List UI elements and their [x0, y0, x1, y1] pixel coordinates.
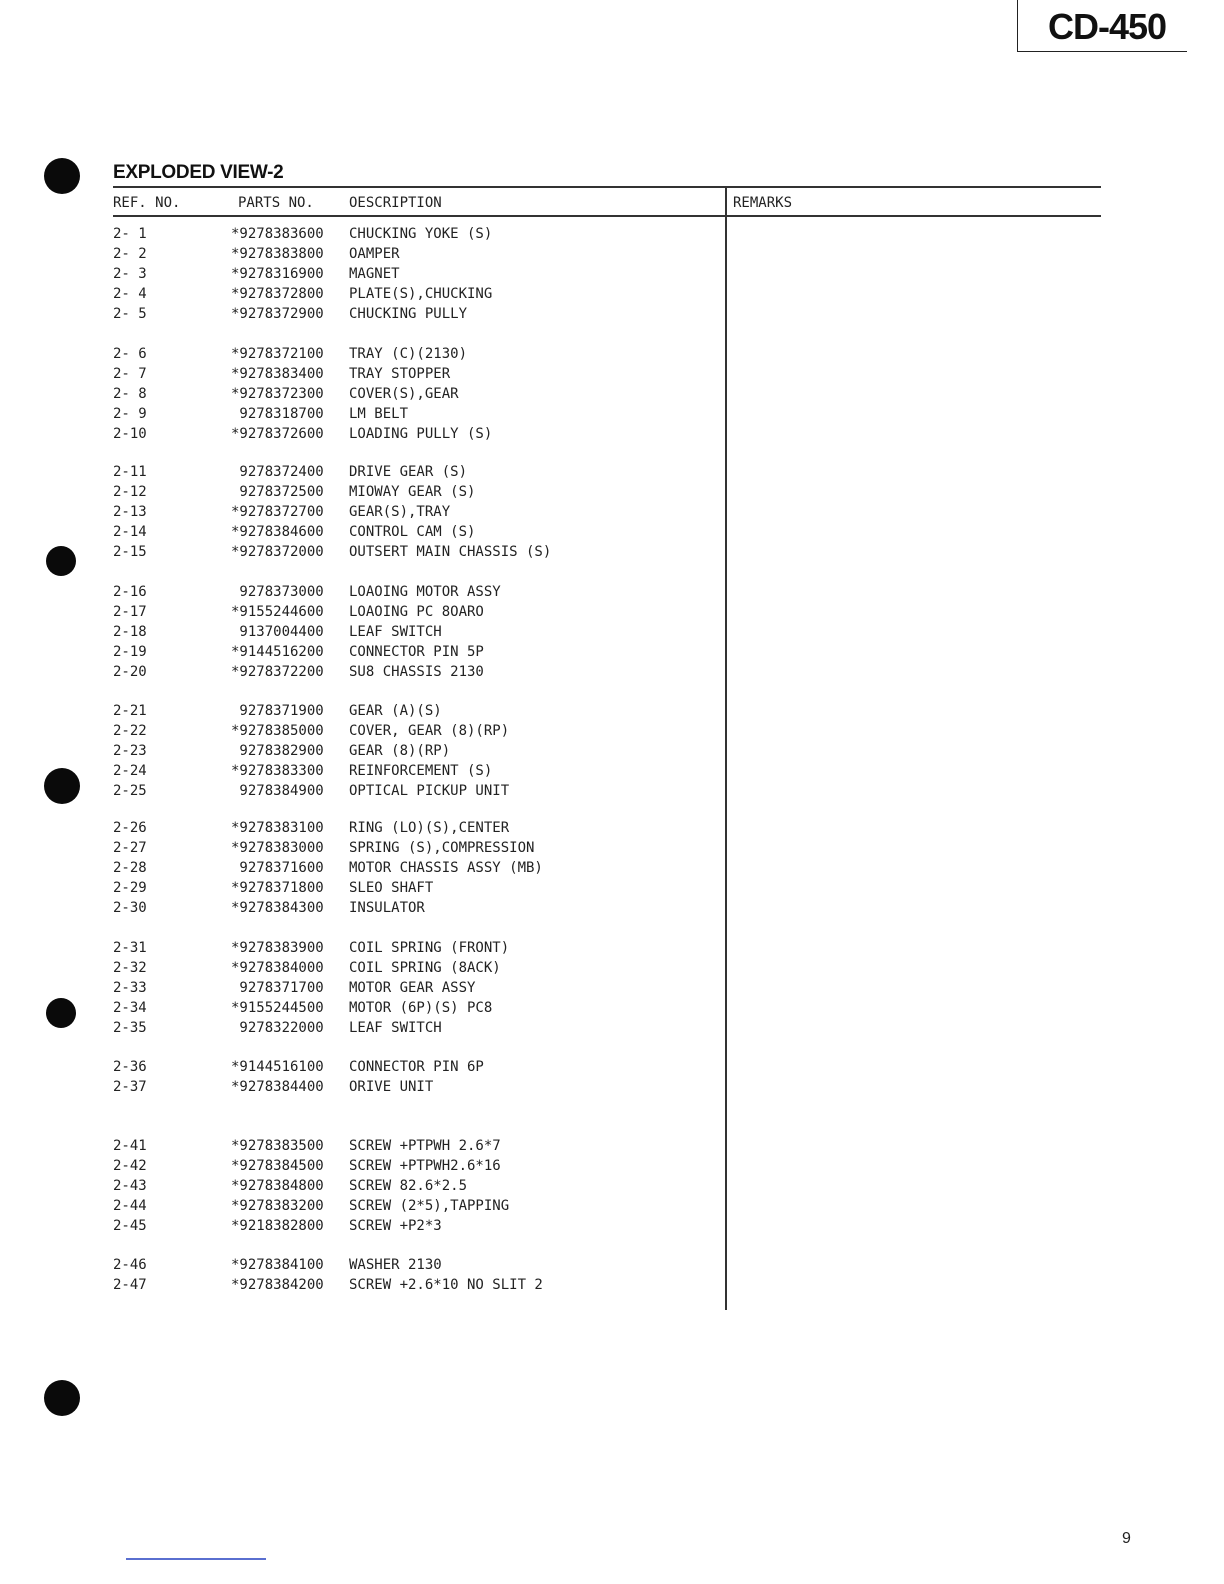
ref-no-cell: 2-23: [113, 742, 147, 759]
description-cell: ORIVE UNIT: [349, 1078, 434, 1095]
parts-no-cell: *9278372600: [231, 425, 324, 442]
table-row: [0, 584, 720, 604]
table-row: [0, 1020, 720, 1040]
description-cell: MOTOR (6P)(S) PC8: [349, 999, 493, 1016]
ref-no-cell: 2-45: [113, 1217, 147, 1234]
ref-no-cell: 2-15: [113, 543, 147, 560]
parts-no-cell: 9278371700: [231, 979, 324, 996]
description-cell: LEAF SWITCH: [349, 1019, 442, 1036]
description-cell: MIOWAY GEAR (S): [349, 483, 476, 500]
parts-no-cell: *9278384000: [231, 959, 324, 976]
parts-no-cell: 9137004400: [231, 623, 324, 640]
ref-no-cell: 2-24: [113, 762, 147, 779]
description-cell: LM BELT: [349, 405, 409, 422]
description-cell: SLEO SHAFT: [349, 879, 434, 896]
description-cell: INSULATOR: [349, 899, 425, 916]
ref-no-cell: 2-28: [113, 859, 147, 876]
table-row: [0, 1218, 720, 1238]
table-row: [0, 900, 720, 920]
parts-no-cell: *9278384600: [231, 523, 324, 540]
column-header-parts-no: PARTS NO.: [238, 195, 314, 211]
table-row: [0, 386, 720, 406]
parts-no-cell: *9278384200: [231, 1276, 324, 1293]
table-row: [0, 1198, 720, 1218]
parts-no-cell: *9278372800: [231, 285, 324, 302]
column-header-ref-no: REF. NO.: [113, 195, 181, 211]
section-title: EXPLODED VIEW-2: [113, 162, 284, 183]
ref-no-cell: 2-31: [113, 940, 147, 956]
ref-no-cell: 2-20: [113, 663, 147, 680]
parts-no-cell: 9278318700: [231, 405, 324, 422]
description-cell: CHUCKING PULLY: [349, 305, 468, 322]
table-row: [0, 306, 720, 326]
parts-no-cell: *9278383500: [231, 1138, 324, 1154]
description-cell: TRAY (C)(2130): [349, 346, 468, 362]
table-row: [0, 366, 720, 386]
parts-no-cell: *9155244500: [231, 999, 324, 1016]
parts-no-cell: 9278372500: [231, 483, 324, 500]
parts-no-cell: *9278384800: [231, 1177, 324, 1194]
ref-no-cell: 2- 3: [113, 265, 147, 282]
description-cell: SCREW +PTPWH 2.6*7: [349, 1138, 501, 1154]
table-row: [0, 226, 720, 246]
model-box: [1017, 0, 1187, 52]
table-row: [0, 703, 720, 723]
table-row: [0, 524, 720, 544]
ref-no-cell: 2-44: [113, 1197, 147, 1214]
description-cell: CONNECTOR PIN 6P: [349, 1059, 484, 1075]
table-row: [0, 980, 720, 1000]
description-cell: GEAR (8)(RP): [349, 742, 451, 759]
table-row: [0, 820, 720, 840]
description-cell: COVER(S),GEAR: [349, 385, 459, 402]
description-cell: LOAOING PC 8OARO: [349, 603, 484, 620]
ref-no-cell: 2-36: [113, 1059, 147, 1075]
parts-no-cell: *9278384400: [231, 1078, 324, 1095]
description-cell: REINFORCEMENT (S): [349, 762, 493, 779]
description-cell: COIL SPRING (FRONT): [349, 940, 510, 956]
table-row: [0, 860, 720, 880]
description-cell: SCREW +PTPWH2.6*16: [349, 1157, 501, 1174]
parts-no-cell: 9278382900: [231, 742, 324, 759]
parts-no-cell: *9278372000: [231, 543, 324, 560]
parts-no-cell: *9278383800: [231, 245, 324, 262]
model-label: CD-450: [1048, 6, 1167, 47]
parts-no-cell: *9278372700: [231, 503, 324, 520]
table-row: [0, 1079, 720, 1099]
parts-no-cell: *9278383600: [231, 226, 324, 242]
ref-no-cell: 2-12: [113, 483, 147, 500]
binder-hole: [44, 1380, 80, 1416]
description-cell: TRAY STOPPER: [349, 365, 451, 382]
ref-no-cell: 2-33: [113, 979, 147, 996]
ref-no-cell: 2-32: [113, 959, 147, 976]
table-row: [0, 880, 720, 900]
parts-no-cell: *9278383000: [231, 839, 324, 856]
ref-no-cell: 2-41: [113, 1138, 147, 1154]
description-cell: OUTSERT MAIN CHASSIS (S): [349, 543, 552, 560]
table-row: [0, 604, 720, 624]
table-row: [0, 1138, 720, 1158]
table-row: [0, 504, 720, 524]
parts-no-cell: *9144516100: [231, 1059, 324, 1075]
description-cell: PLATE(S),CHUCKING: [349, 285, 493, 302]
table-row: [0, 426, 720, 446]
table-row: [0, 1257, 720, 1277]
ref-no-cell: 2- 4: [113, 285, 147, 302]
description-cell: CHUCKING YOKE (S): [349, 226, 493, 242]
parts-no-cell: *9278316900: [231, 265, 324, 282]
table-header-rule: [113, 215, 1101, 217]
ref-no-cell: 2-47: [113, 1276, 147, 1293]
parts-no-cell: *9278384500: [231, 1157, 324, 1174]
ref-no-cell: 2- 5: [113, 305, 147, 322]
description-cell: COVER, GEAR (8)(RP): [349, 722, 510, 739]
table-row: [0, 346, 720, 366]
parts-no-cell: 9278371600: [231, 859, 324, 876]
footer-rule: [126, 1558, 266, 1560]
ref-no-cell: 2-27: [113, 839, 147, 856]
ref-no-cell: 2-21: [113, 703, 147, 719]
parts-no-cell: *9278383300: [231, 762, 324, 779]
description-cell: WASHER 2130: [349, 1257, 442, 1273]
column-header-description: OESCRIPTION: [349, 195, 442, 211]
ref-no-cell: 2-19: [113, 643, 147, 660]
description-cell: OPTICAL PICKUP UNIT: [349, 782, 510, 799]
description-cell: DRIVE GEAR (S): [349, 464, 468, 480]
table-row: [0, 763, 720, 783]
description-cell: RING (LO)(S),CENTER: [349, 820, 510, 836]
description-cell: SU8 CHASSIS 2130: [349, 663, 484, 680]
description-cell: COIL SPRING (8ACK): [349, 959, 501, 976]
ref-no-cell: 2-10: [113, 425, 147, 442]
ref-no-cell: 2-35: [113, 1019, 147, 1036]
table-row: [0, 783, 720, 803]
parts-no-cell: *9278383100: [231, 820, 324, 836]
parts-no-cell: *9278384100: [231, 1257, 324, 1273]
ref-no-cell: 2-42: [113, 1157, 147, 1174]
parts-no-cell: *9278372300: [231, 385, 324, 402]
description-cell: MOTOR CHASSIS ASSY (MB): [349, 859, 543, 876]
ref-no-cell: 2-11: [113, 464, 147, 480]
table-row: [0, 940, 720, 960]
table-row: [0, 464, 720, 484]
table-row: [0, 266, 720, 286]
description-cell: CONTROL CAM (S): [349, 523, 476, 540]
ref-no-cell: 2- 8: [113, 385, 147, 402]
ref-no-cell: 2- 9: [113, 405, 147, 422]
description-cell: SPRING (S),COMPRESSION: [349, 839, 535, 856]
ref-no-cell: 2-17: [113, 603, 147, 620]
table-row: [0, 664, 720, 684]
description-cell: LOADING PULLY (S): [349, 425, 493, 442]
ref-no-cell: 2-14: [113, 523, 147, 540]
parts-no-cell: *9278372200: [231, 663, 324, 680]
binder-hole: [44, 158, 80, 194]
description-cell: LEAF SWITCH: [349, 623, 442, 640]
parts-no-cell: *9278371800: [231, 879, 324, 896]
description-cell: CONNECTOR PIN 5P: [349, 643, 484, 660]
ref-no-cell: 2- 7: [113, 365, 147, 382]
parts-no-cell: 9278322000: [231, 1019, 324, 1036]
ref-no-cell: 2- 6: [113, 346, 147, 362]
table-row: [0, 723, 720, 743]
table-row: [0, 406, 720, 426]
parts-no-cell: *9278383200: [231, 1197, 324, 1214]
table-row: [0, 624, 720, 644]
parts-no-cell: 9278384900: [231, 782, 324, 799]
table-row: [0, 1277, 720, 1297]
ref-no-cell: 2-16: [113, 584, 147, 600]
remarks-divider: [725, 186, 727, 1310]
ref-no-cell: 2-18: [113, 623, 147, 640]
description-cell: LOAOING MOTOR ASSY: [349, 584, 501, 600]
table-row: [0, 484, 720, 504]
table-row: [0, 1158, 720, 1178]
parts-no-cell: 9278371900: [231, 703, 324, 719]
column-header-remarks: REMARKS: [733, 195, 793, 211]
ref-no-cell: 2-30: [113, 899, 147, 916]
table-row: [0, 840, 720, 860]
ref-no-cell: 2-25: [113, 782, 147, 799]
description-cell: SCREW 82.6*2.5: [349, 1177, 468, 1194]
table-row: [0, 1178, 720, 1198]
parts-no-cell: *9278385000: [231, 722, 324, 739]
ref-no-cell: 2-22: [113, 722, 147, 739]
table-row: [0, 246, 720, 266]
parts-no-cell: *9278383400: [231, 365, 324, 382]
ref-no-cell: 2-37: [113, 1078, 147, 1095]
ref-no-cell: 2-13: [113, 503, 147, 520]
parts-no-cell: *9278384300: [231, 899, 324, 916]
description-cell: OAMPER: [349, 245, 400, 262]
description-cell: GEAR (A)(S): [349, 703, 442, 719]
parts-no-cell: *9278372900: [231, 305, 324, 322]
table-row: [0, 960, 720, 980]
table-top-rule: [113, 186, 1101, 188]
description-cell: SCREW +2.6*10 NO SLIT 2: [349, 1276, 543, 1293]
parts-no-cell: *9278383900: [231, 940, 324, 956]
table-row: [0, 286, 720, 306]
parts-no-cell: *9218382800: [231, 1217, 324, 1234]
parts-no-cell: *9144516200: [231, 643, 324, 660]
page-number: 9: [1122, 1530, 1131, 1547]
description-cell: SCREW +P2*3: [349, 1217, 442, 1234]
parts-no-cell: 9278372400: [231, 464, 324, 480]
table-row: [0, 1000, 720, 1020]
ref-no-cell: 2-34: [113, 999, 147, 1016]
table-row: [0, 743, 720, 763]
parts-no-cell: 9278373000: [231, 584, 324, 600]
description-cell: MOTOR GEAR ASSY: [349, 979, 476, 996]
ref-no-cell: 2-46: [113, 1257, 147, 1273]
table-row: [0, 644, 720, 664]
parts-no-cell: *9155244600: [231, 603, 324, 620]
table-row: [0, 544, 720, 564]
description-cell: GEAR(S),TRAY: [349, 503, 451, 520]
ref-no-cell: 2-29: [113, 879, 147, 896]
description-cell: SCREW (2*5),TAPPING: [349, 1197, 510, 1214]
ref-no-cell: 2- 1: [113, 226, 147, 242]
description-cell: MAGNET: [349, 265, 400, 282]
parts-no-cell: *9278372100: [231, 346, 324, 362]
table-row: [0, 1059, 720, 1079]
ref-no-cell: 2-43: [113, 1177, 147, 1194]
ref-no-cell: 2- 2: [113, 245, 147, 262]
ref-no-cell: 2-26: [113, 820, 147, 836]
